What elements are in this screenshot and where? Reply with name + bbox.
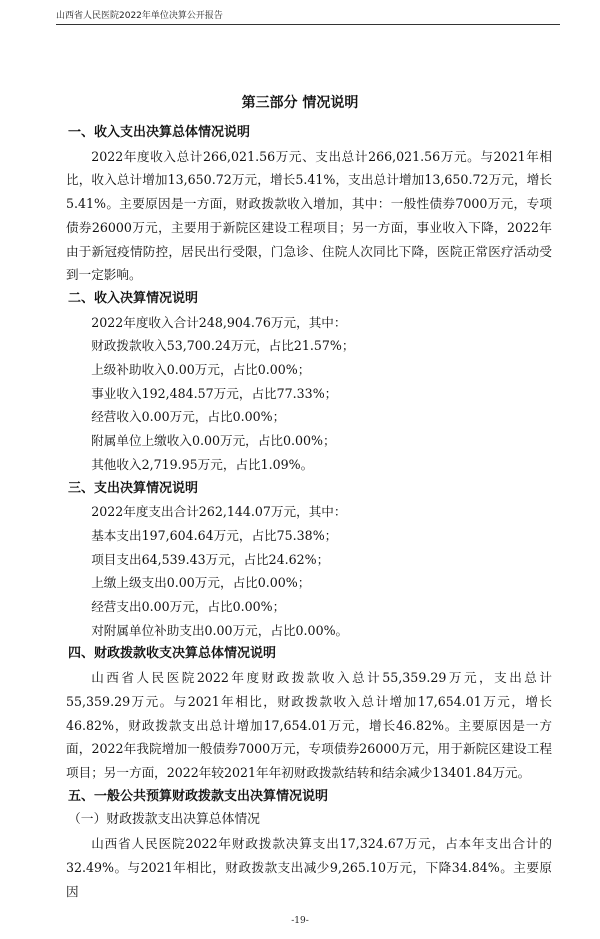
income-item: 上级补助收入0.00万元，占比0.00%； xyxy=(91,362,311,378)
document-body xyxy=(66,121,552,903)
header-divider xyxy=(56,24,560,25)
income-item: 事业收入192,484.57万元，占比77.33%； xyxy=(91,385,338,401)
section-heading-income: 二、收入决算情况说明 xyxy=(68,290,199,306)
income-item: 其他收入2,719.95万元，占比1.09%。 xyxy=(91,456,314,472)
expense-item: 项目支出64,539.43万元，占比24.62%； xyxy=(91,551,330,567)
part-title: 第三部分 情况说明 xyxy=(241,95,359,111)
page-number: -19- xyxy=(291,916,309,926)
section-heading-expense: 三、支出决算情况说明 xyxy=(68,480,199,496)
subsection-heading: （一）财政拨款支出决算总体情况 xyxy=(68,812,260,828)
expense-item: 经营支出0.00万元，占比0.00%； xyxy=(91,599,286,615)
expense-item: 上缴上级支出0.00万元，占比0.00%； xyxy=(91,575,311,591)
income-item: 经营收入0.00万元，占比0.00%； xyxy=(91,409,286,425)
expense-item: 对附属单位补助支出0.00万元，占比0.00%。 xyxy=(91,622,349,638)
section-paragraph: 山西省人民医院2022年度财政拨款收入总计55,359.29万元，支出总计55,359.29万元。与2021年相比，财政拨款收入总计增加17,654.01万元，增长46.82%，财政拨款支出总计增加17,654.01万元，增长46.82%。主要原因是一方面，2022年我院增加一般债券7000万元，专项债券26000万元，用于新院区建设工程项目；另一方面，2022年较2021年年初财政拨款结转和结余减少13401.84万元。 xyxy=(66,670,552,780)
section-heading-fiscal-overview: 四、财政拨款收支决算总体情况说明 xyxy=(68,646,277,662)
expense-intro: 2022年度支出合计262,144.07万元，其中： xyxy=(91,504,347,520)
section-paragraph: 山西省人民医院2022年财政拨款决算支出17,324.67万元，占本年支出合计的32.49%。与2021年相比，财政拨款支出减少9,265.10万元，下降34.84%。主要原因 xyxy=(66,836,552,899)
income-intro: 2022年度收入合计248,904.76万元，其中： xyxy=(91,314,347,330)
expense-item: 基本支出197,604.64万元，占比75.38%； xyxy=(91,527,338,543)
income-item: 财政拨款收入53,700.24万元，占比21.57%； xyxy=(91,338,355,354)
section-heading-public-budget: 五、一般公共预算财政拨款支出决算情况说明 xyxy=(68,788,329,804)
page-header: 山西省人民医院2022年单位决算公开报告 xyxy=(56,11,223,21)
section-heading-income-expense-overview: 一、收入支出决算总体情况说明 xyxy=(68,125,251,140)
income-item: 附属单位上缴收入0.00万元，占比0.00%； xyxy=(91,433,336,449)
section-paragraph: 2022年度收入总计266,021.56万元、支出总计266,021.56万元。与2021年相比，收入总计增加13,650.72万元，增长5.41%，支出总计增加13,650.72万元，增长5.41%。主要原因是一方面，财政拨款收入增加，其中：一般性债券7000万元，专项债券26000万元，主要用于新院区建设工程项目；另一方面，事业收入下降，2022年由于新冠疫情防控，居民出行受限，门急诊、住院人次同比下降，医院正常医疗活动受到一定影响。 xyxy=(66,148,552,283)
